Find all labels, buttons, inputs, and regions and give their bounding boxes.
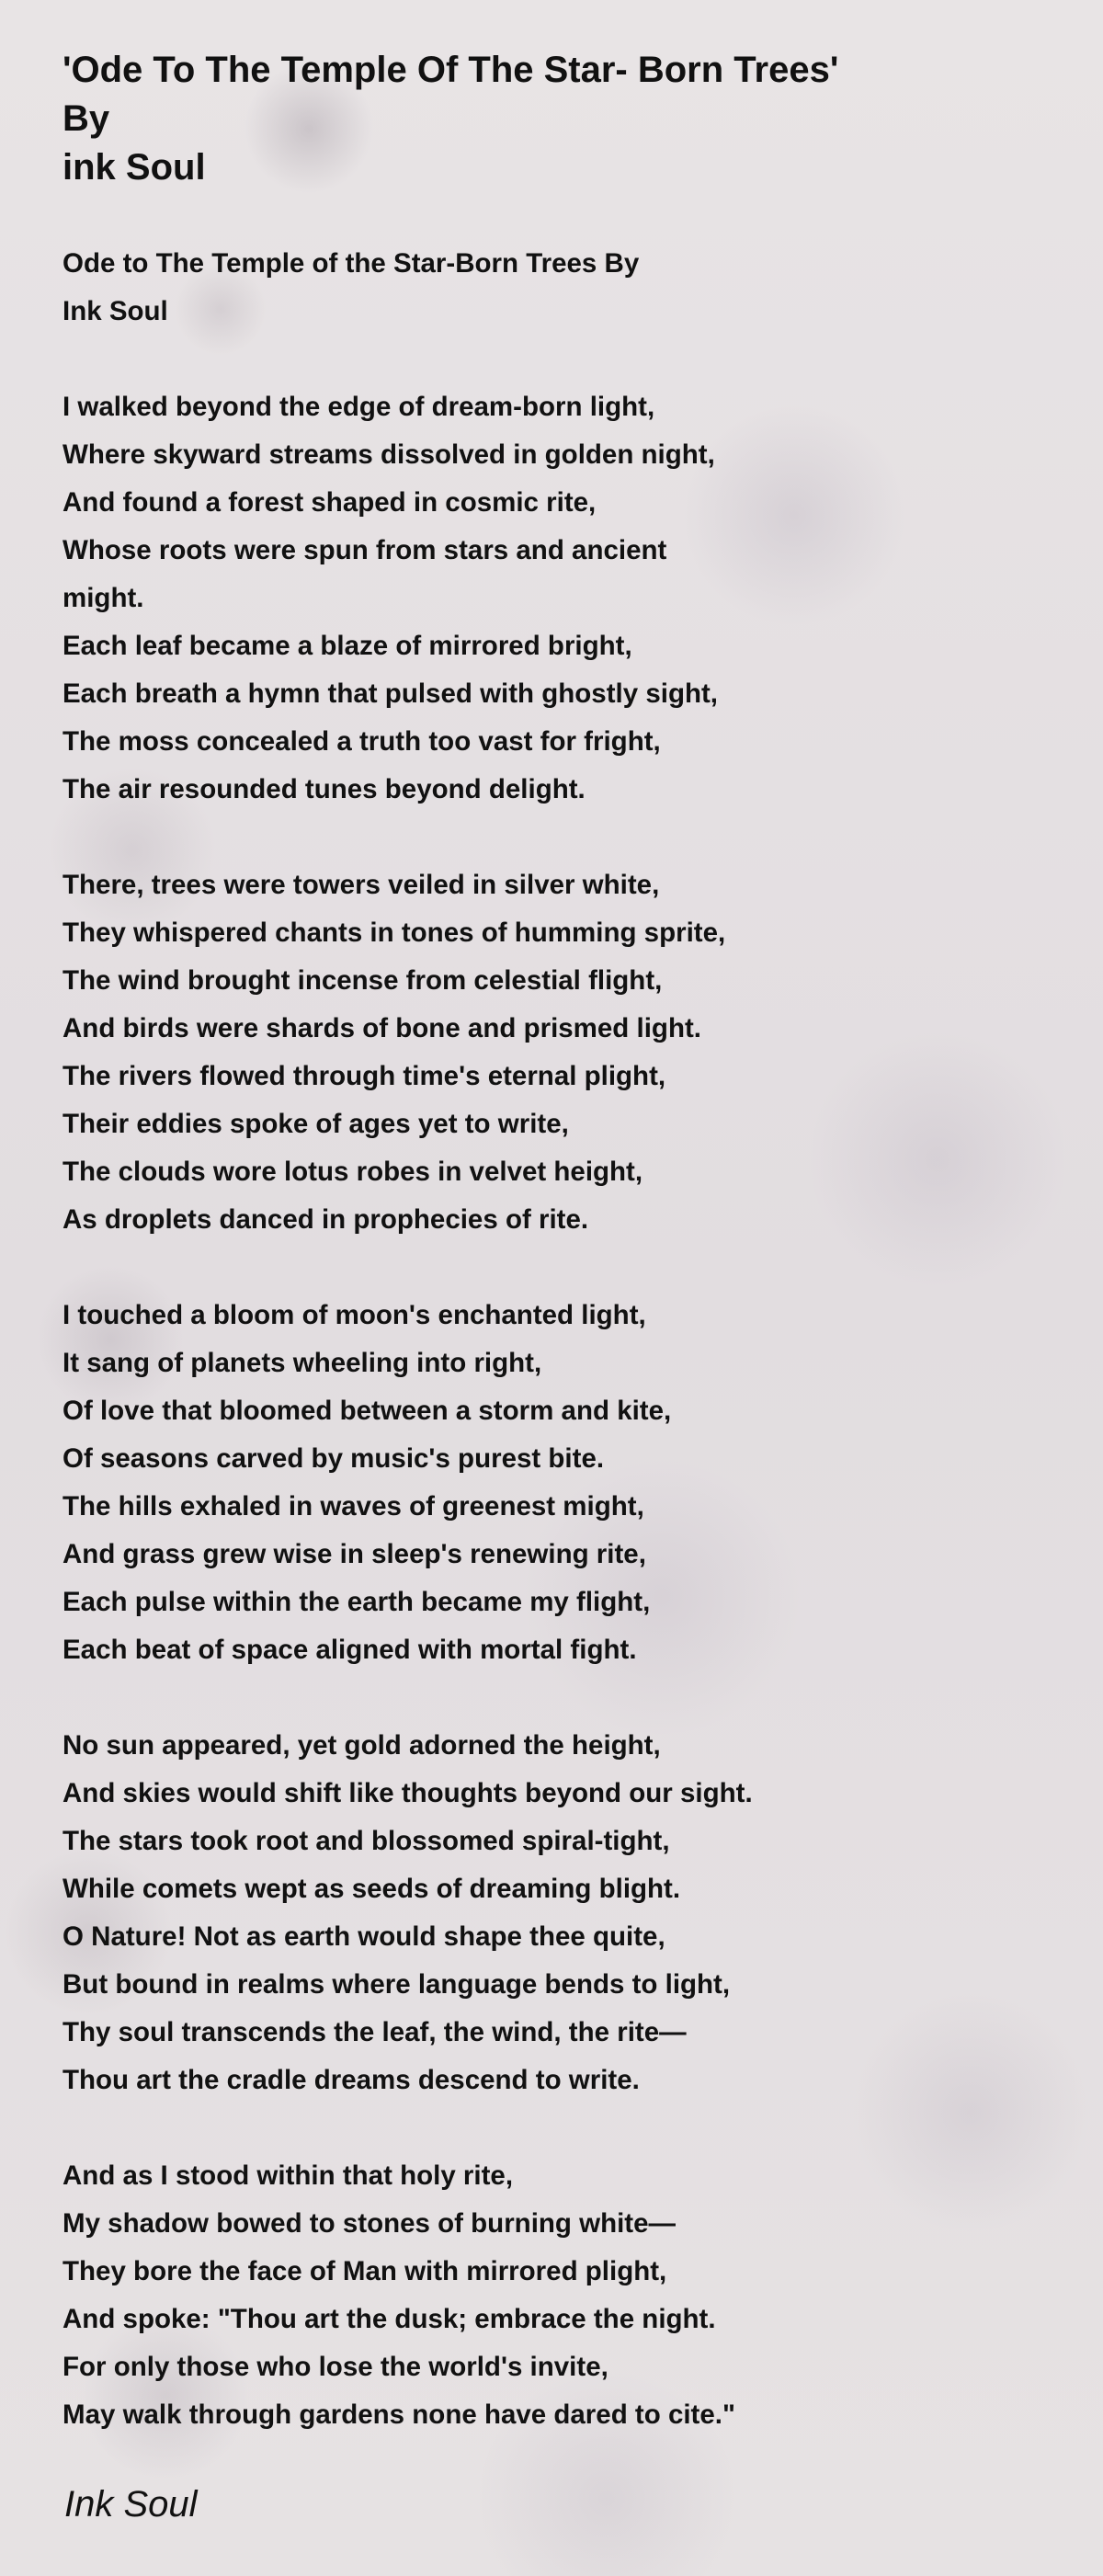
poem-line: Where skyward streams dissolved in golden night, (63, 439, 715, 470)
poem-line: May walk through gardens none have dared to cite." (63, 2399, 735, 2430)
poem-line: I touched a bloom of moon's enchanted light, (63, 1300, 646, 1330)
poem-line: The stars took root and blossomed spiral-tight, (63, 1826, 670, 1856)
poem-line: The rivers flowed through time's eternal plight, (63, 1061, 666, 1091)
poem-line: Thou art the cradle dreams descend to write. (63, 2065, 640, 2095)
poem-stanza (63, 240, 1055, 336)
poem-line: And as I stood within that holy rite, (63, 2160, 514, 2191)
poem-line: Thy soul transcends the leaf, the wind, the rite— (63, 2017, 687, 2047)
poem-line: It sang of planets wheeling into right, (63, 1348, 542, 1378)
poem-line: I walked beyond the edge of dream-born light, (63, 392, 655, 422)
poem-line: Of seasons carved by music's purest bite. (63, 1443, 605, 1474)
poem-title (63, 46, 1055, 192)
poem-line: Whose roots were spun from stars and ancient (63, 535, 667, 565)
poem-page (63, 46, 1055, 2439)
title-line: By (63, 98, 110, 139)
poem-line: For only those who lose the world's invite, (63, 2352, 608, 2382)
poem-line: Each beat of space aligned with mortal fight. (63, 1635, 637, 1665)
poem-line: As droplets danced in prophecies of rite. (63, 1204, 589, 1235)
poem-line: The moss concealed a truth too vast for fright, (63, 726, 661, 757)
poem-line: might. (63, 583, 144, 613)
poem-line: And birds were shards of bone and prismed light. (63, 1013, 701, 1043)
poem-line: Their eddies spoke of ages yet to write, (63, 1109, 569, 1139)
poem-line: Each leaf became a blaze of mirrored bright, (63, 631, 632, 661)
poem-line: Each pulse within the earth became my flight, (63, 1587, 651, 1617)
title-author: ink Soul (63, 147, 206, 188)
poem-line: Ink Soul (63, 296, 168, 326)
poem-line: My shadow bowed to stones of burning white— (63, 2208, 677, 2239)
poem-line: While comets wept as seeds of dreaming blight. (63, 1874, 681, 1904)
poem-line: But bound in realms where language bends to light, (63, 1969, 731, 2000)
poem-line: The wind brought incense from celestial flight, (63, 965, 663, 996)
poem-line: And grass grew wise in sleep's renewing rite, (63, 1539, 646, 1569)
poem-stanza (63, 2152, 1055, 2439)
poem-line: No sun appeared, yet gold adorned the height, (63, 1730, 661, 1761)
poem-stanza (63, 861, 1055, 1244)
title-line: 'Ode To The Temple Of The Star- Born Trees' (63, 50, 839, 90)
poem-line: Of love that bloomed between a storm and kite, (63, 1396, 672, 1426)
poem-line: And found a forest shaped in cosmic rite, (63, 487, 597, 518)
poem-line: They whispered chants in tones of humming sprite, (63, 918, 726, 948)
poem-line: And skies would shift like thoughts beyond our sight. (63, 1778, 753, 1808)
poem-line: Ode to The Temple of the Star-Born Trees By (63, 248, 640, 279)
poem-line: There, trees were towers veiled in silver white, (63, 870, 660, 900)
poem-body (63, 240, 1055, 2439)
poem-line: O Nature! Not as earth would shape thee quite, (63, 1921, 665, 1952)
poem-line: The air resounded tunes beyond delight. (63, 774, 586, 804)
poem-stanza (63, 383, 1055, 814)
poem-line: And spoke: "Thou art the dusk; embrace the night. (63, 2304, 716, 2334)
poem-line: The hills exhaled in waves of greenest might, (63, 1491, 644, 1522)
poem-stanza (63, 1722, 1055, 2104)
poem-stanza (63, 1292, 1055, 1674)
poem-line: Each breath a hymn that pulsed with ghostly sight, (63, 678, 718, 709)
poem-signature: Ink Soul (64, 2484, 198, 2525)
poem-line: They bore the face of Man with mirrored plight, (63, 2256, 667, 2286)
poem-line: The clouds wore lotus robes in velvet height, (63, 1157, 643, 1187)
